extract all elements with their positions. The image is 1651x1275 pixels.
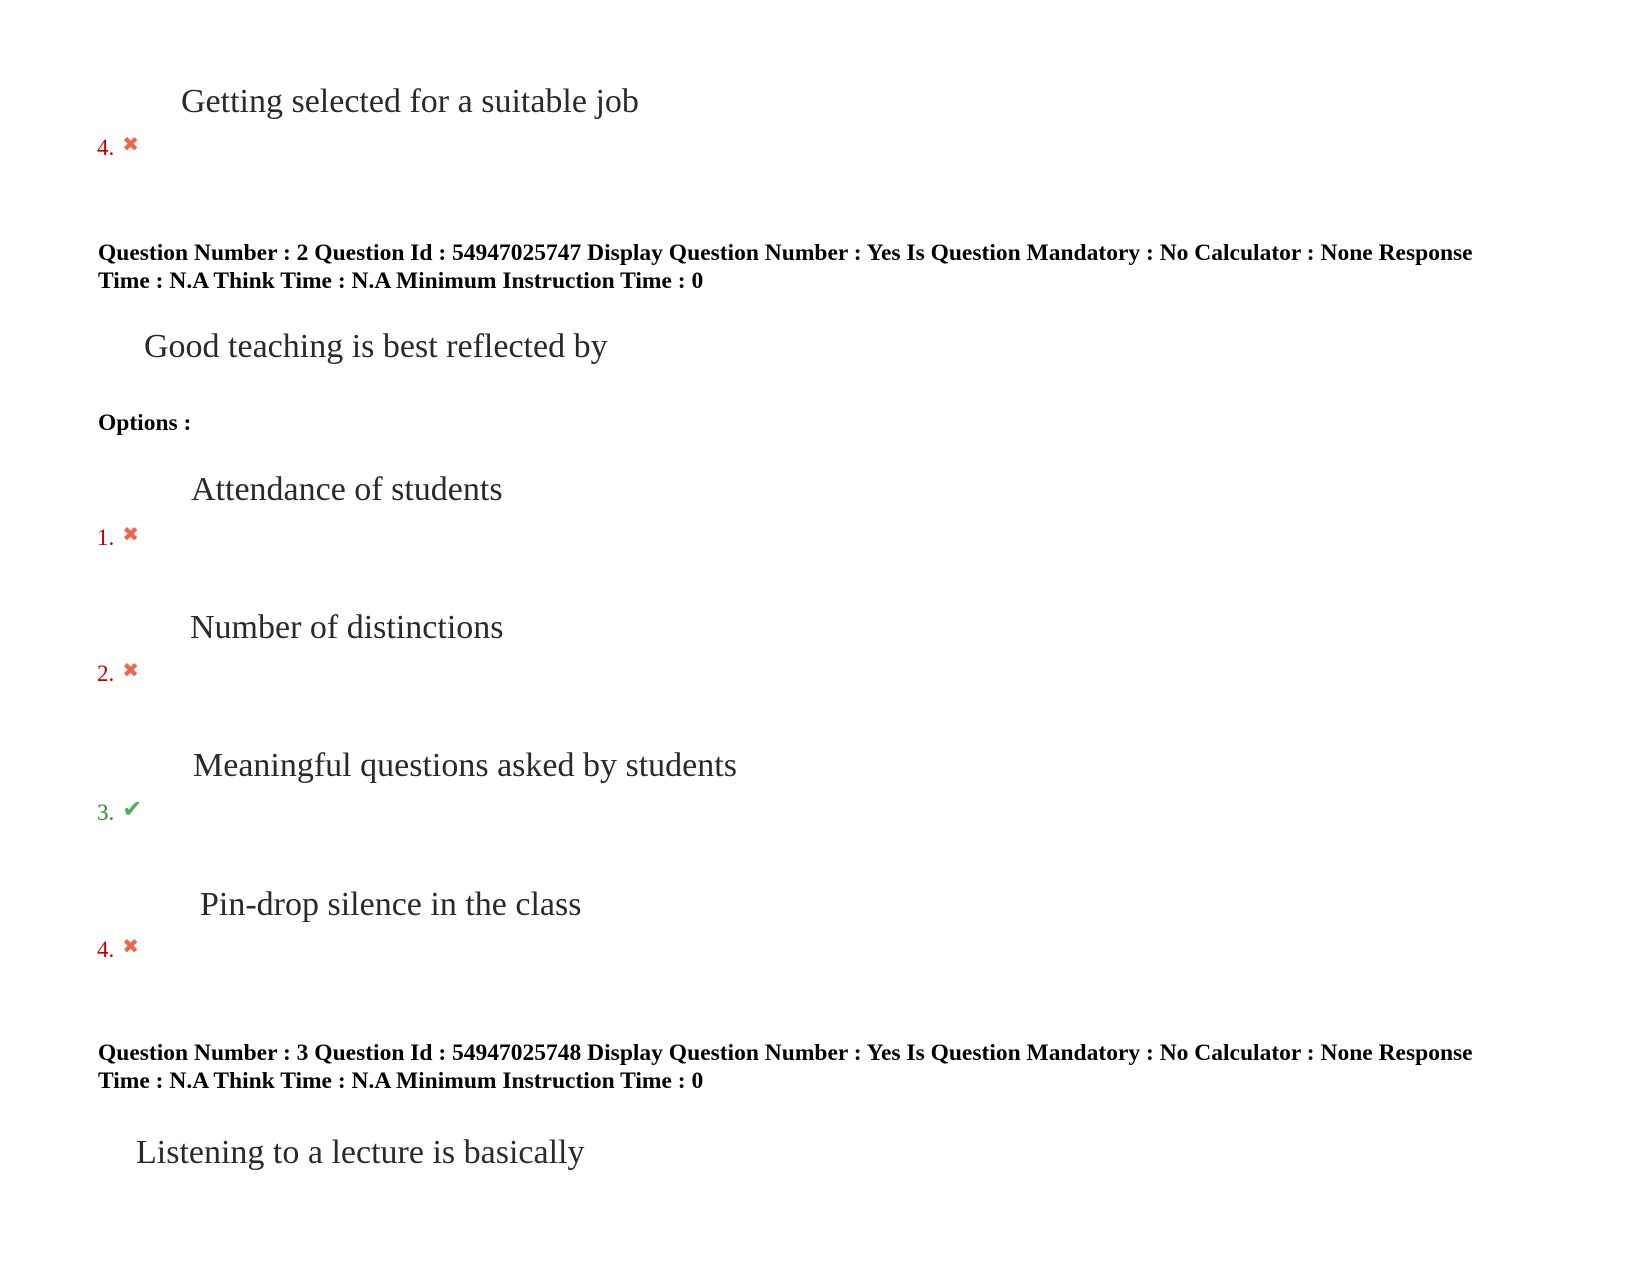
option-number: 2.: [97, 661, 115, 686]
question-meta: [98, 1039, 1651, 1095]
cross-icon: ✖: [122, 936, 140, 958]
question-meta: [98, 239, 1651, 295]
option-number: 1.: [97, 525, 115, 550]
option-2: [97, 658, 139, 687]
cross-icon: ✖: [122, 134, 140, 156]
option-number: 4.: [97, 135, 115, 160]
question-meta-line2: Time : N.A Think Time : N.A Minimum Instruction Time : 0: [98, 1068, 704, 1094]
cross-icon: ✖: [122, 524, 140, 546]
option-text: Pin-drop silence in the class: [200, 886, 582, 923]
question-meta-line1: Question Number : 2 Question Id : 54947025747 Display Question Number : Yes Is Question Mandatory : No Calculator : None Response: [98, 240, 1473, 266]
question-meta-line2: Time : N.A Think Time : N.A Minimum Instruction Time : 0: [98, 268, 704, 294]
option-text: Number of distinctions: [190, 609, 504, 646]
option-number: 3.: [97, 800, 115, 825]
question-meta-line1: Question Number : 3 Question Id : 54947025748 Display Question Number : Yes Is Question Mandatory : No Calculator : None Response: [98, 1040, 1473, 1066]
option-text: Getting selected for a suitable job: [181, 83, 639, 120]
option-number: 4.: [97, 937, 115, 962]
cross-icon: ✖: [122, 660, 140, 682]
option-1: [97, 522, 139, 551]
question-text: Good teaching is best reflected by: [144, 328, 608, 365]
option-text: Meaningful questions asked by students: [193, 747, 737, 784]
option-3-correct: [97, 797, 142, 826]
question-text: Listening to a lecture is basically: [136, 1134, 585, 1171]
options-label: Options :: [98, 410, 192, 436]
option-number-wrong: [97, 132, 139, 161]
option-4: [97, 934, 139, 963]
option-text: Attendance of students: [191, 471, 503, 508]
check-icon: ✔: [122, 797, 143, 823]
